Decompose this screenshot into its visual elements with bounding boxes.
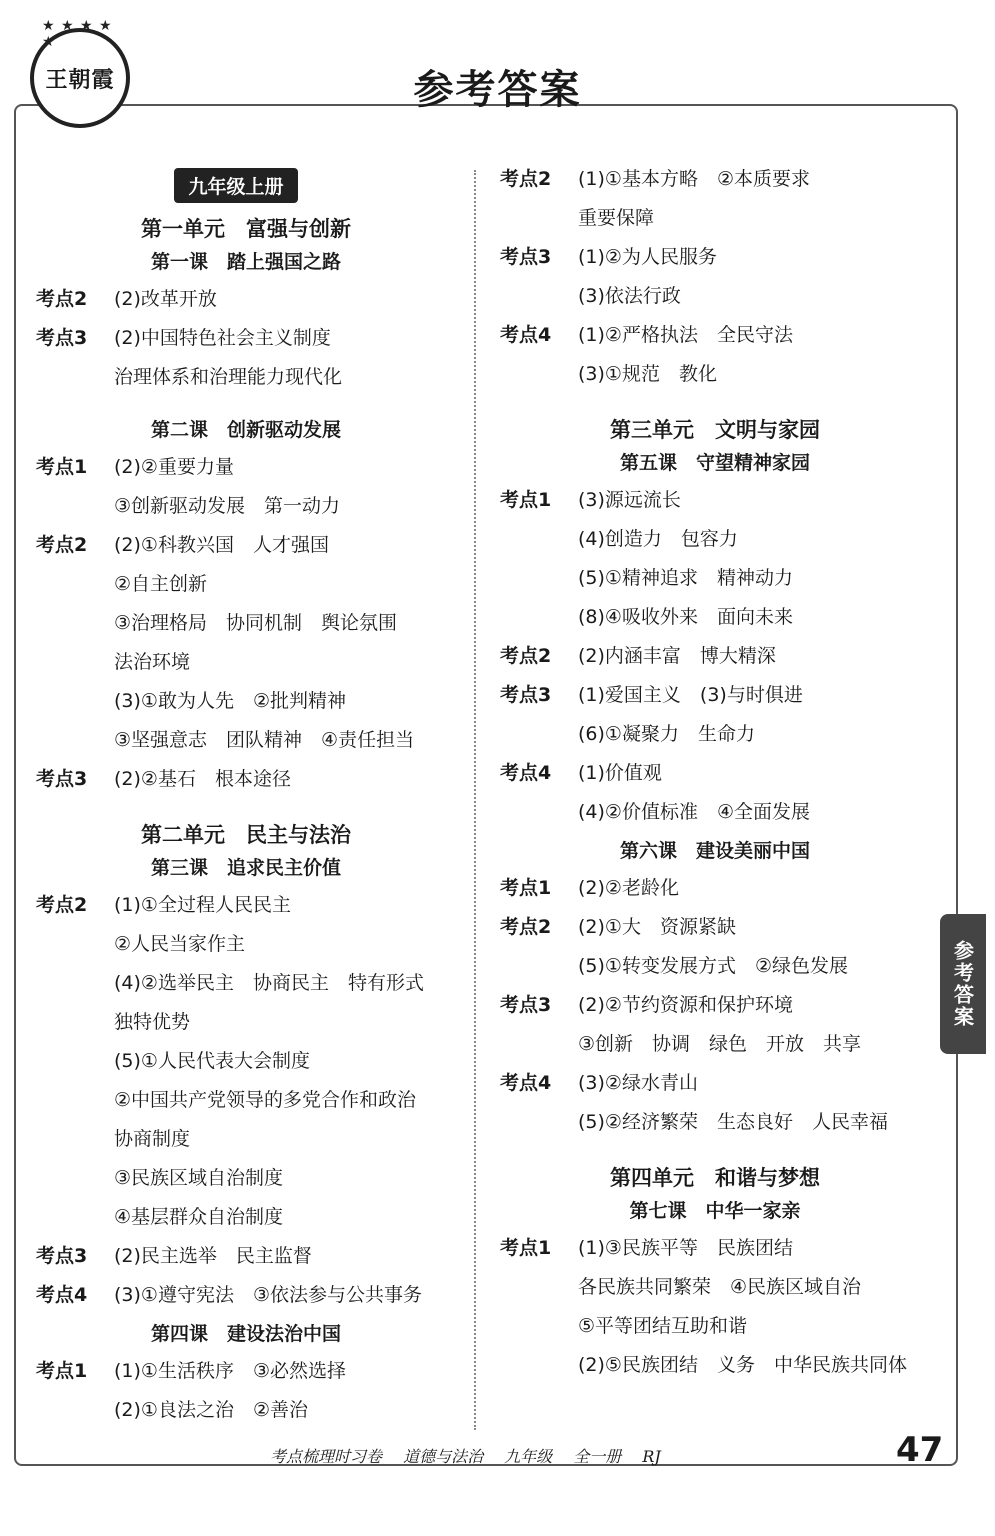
unit-heading: 第二单元 民主与法治 bbox=[141, 823, 351, 847]
answer-row bbox=[500, 1064, 930, 1103]
answer-text: ③治理格局 协同机制 舆论氛围 bbox=[114, 612, 398, 634]
answer-row bbox=[36, 358, 456, 397]
answer-text: ③民族区域自治制度 bbox=[114, 1167, 284, 1189]
point-key: 考点2 bbox=[500, 916, 552, 938]
answer-text: (1)③民族平等 民族团结 bbox=[578, 1237, 793, 1259]
answer-text: (5)①转变发展方式 ②绿色发展 bbox=[578, 955, 848, 977]
answer-row bbox=[36, 604, 456, 643]
answer-row bbox=[500, 238, 930, 277]
answer-row bbox=[500, 559, 930, 598]
answer-row bbox=[36, 1042, 456, 1081]
point-key: 考点3 bbox=[500, 684, 552, 706]
left-column bbox=[36, 160, 456, 1430]
point-key: 考点3 bbox=[36, 768, 88, 790]
answer-text: (2)改革开放 bbox=[114, 288, 217, 310]
answer-row bbox=[500, 1103, 930, 1142]
lesson-heading: 第五课 守望精神家园 bbox=[619, 452, 810, 474]
answer-text: 独特优势 bbox=[114, 1011, 191, 1033]
answer-row bbox=[500, 908, 930, 947]
grade-tag: 九年级上册 bbox=[174, 168, 297, 203]
answer-row bbox=[36, 1120, 456, 1159]
point-key: 考点2 bbox=[36, 894, 88, 916]
answer-row bbox=[36, 487, 456, 526]
answer-text: (3)①规范 教化 bbox=[578, 363, 717, 385]
answer-text: (4)②选举民主 协商民主 特有形式 bbox=[114, 972, 424, 994]
answer-text: (2)②基石 根本途径 bbox=[114, 768, 291, 790]
answer-row bbox=[500, 754, 930, 793]
answer-text: 治理体系和治理能力现代化 bbox=[114, 366, 343, 388]
unit-heading: 第一单元 富强与创新 bbox=[141, 217, 351, 241]
lesson-heading: 第四课 建设法治中国 bbox=[150, 1323, 341, 1345]
answer-row bbox=[36, 1198, 456, 1237]
answer-text: (1)②为人民服务 bbox=[578, 246, 717, 268]
answer-text: (2)②老龄化 bbox=[578, 877, 679, 899]
answer-text: (1)爱国主义 (3)与时俱进 bbox=[578, 684, 803, 706]
logo-text: 王朝霞 bbox=[45, 66, 115, 93]
answer-row bbox=[36, 643, 456, 682]
answer-text: (3)①敢为人先 ②批判精神 bbox=[114, 690, 346, 712]
answer-row bbox=[500, 160, 930, 199]
answer-text: ④基层群众自治制度 bbox=[114, 1206, 284, 1228]
answer-row bbox=[500, 355, 930, 394]
answer-text: (2)⑤民族团结 义务 中华民族共同体 bbox=[578, 1354, 907, 1376]
point-key: 考点1 bbox=[36, 456, 88, 478]
point-key: 考点3 bbox=[500, 994, 552, 1016]
logo-stars: ★ ★ ★ ★ ★ bbox=[42, 18, 113, 50]
answer-text: (1)价值观 bbox=[578, 762, 662, 784]
answer-row bbox=[500, 715, 930, 754]
lesson-heading: 第六课 建设美丽中国 bbox=[619, 840, 810, 862]
answer-text: (2)内涵丰富 博大精深 bbox=[578, 645, 776, 667]
answer-text: 协商制度 bbox=[114, 1128, 191, 1150]
answer-text: ③创新 协调 绿色 开放 共享 bbox=[578, 1033, 862, 1055]
point-key: 考点4 bbox=[500, 762, 552, 784]
answer-text: (1)①全过程人民民主 bbox=[114, 894, 291, 916]
answer-text: (3)①遵守宪法 ③依法参与公共事务 bbox=[114, 1284, 422, 1306]
answer-text: (5)①精神追求 精神动力 bbox=[578, 567, 793, 589]
answer-row bbox=[36, 565, 456, 604]
answer-row bbox=[500, 316, 930, 355]
answer-text: (2)民主选举 民主监督 bbox=[114, 1245, 312, 1267]
answer-text: (3)②绿水青山 bbox=[578, 1072, 698, 1094]
answer-row bbox=[500, 1307, 930, 1346]
answer-row bbox=[36, 1081, 456, 1120]
answer-row bbox=[500, 598, 930, 637]
answer-text: ③坚强意志 团队精神 ④责任担当 bbox=[114, 729, 415, 751]
answer-row bbox=[500, 1268, 930, 1307]
answer-text: ②人民当家作主 bbox=[114, 933, 246, 955]
point-key: 考点4 bbox=[36, 1284, 88, 1306]
answer-text: (2)②节约资源和保护环境 bbox=[578, 994, 793, 1016]
answer-text: ②中国共产党领导的多党合作和政治 bbox=[114, 1089, 417, 1111]
page-title: 参考答案 bbox=[413, 67, 582, 113]
answer-text: (2)中国特色社会主义制度 bbox=[114, 327, 331, 349]
answer-text: (5)①人民代表大会制度 bbox=[114, 1050, 310, 1072]
answer-text: ③创新驱动发展 第一动力 bbox=[114, 495, 341, 517]
answer-row bbox=[36, 964, 456, 1003]
answer-row bbox=[500, 1346, 930, 1385]
point-key: 考点3 bbox=[36, 1245, 88, 1267]
answer-text: (2)①大 资源紧缺 bbox=[578, 916, 736, 938]
right-column bbox=[500, 160, 930, 1385]
answer-row bbox=[36, 448, 456, 487]
answer-row bbox=[36, 1352, 456, 1391]
answer-row bbox=[36, 280, 456, 319]
answer-row bbox=[500, 277, 930, 316]
answer-text: (1)①生活秩序 ③必然选择 bbox=[114, 1360, 346, 1382]
point-key: 考点3 bbox=[500, 246, 552, 268]
point-key: 考点3 bbox=[36, 327, 88, 349]
answer-row bbox=[500, 481, 930, 520]
answer-row bbox=[36, 1237, 456, 1276]
answer-row bbox=[500, 676, 930, 715]
footer-text: 考点梳理时习卷 道德与法治 九年级 全一册 RJ bbox=[270, 1447, 661, 1466]
answer-row bbox=[36, 925, 456, 964]
answer-row bbox=[500, 869, 930, 908]
answer-text: (8)④吸收外来 面向未来 bbox=[578, 606, 793, 628]
answer-text: 法治环境 bbox=[114, 651, 191, 673]
unit-heading: 第三单元 文明与家园 bbox=[610, 418, 820, 442]
answer-text: (4)②价值标准 ④全面发展 bbox=[578, 801, 810, 823]
lesson-heading: 第一课 踏上强国之路 bbox=[150, 251, 341, 273]
answers-side-tab bbox=[940, 914, 986, 1054]
unit-heading: 第四单元 和谐与梦想 bbox=[610, 1166, 820, 1190]
answer-text: 各民族共同繁荣 ④民族区域自治 bbox=[578, 1276, 862, 1298]
answer-row bbox=[500, 637, 930, 676]
point-key: 考点1 bbox=[36, 1360, 88, 1382]
answer-text: (3)源远流长 bbox=[578, 489, 681, 511]
answer-row bbox=[36, 526, 456, 565]
point-key: 考点2 bbox=[500, 645, 552, 667]
point-key: 考点2 bbox=[36, 288, 88, 310]
answer-text: ⑤平等团结互助和谐 bbox=[578, 1315, 748, 1337]
answer-text: (5)②经济繁荣 生态良好 人民幸福 bbox=[578, 1111, 888, 1133]
answer-row bbox=[36, 1276, 456, 1315]
answer-text: ②自主创新 bbox=[114, 573, 208, 595]
column-divider bbox=[474, 170, 476, 1430]
point-key: 考点2 bbox=[500, 168, 552, 190]
answer-row bbox=[500, 520, 930, 559]
answer-text: (1)②严格执法 全民守法 bbox=[578, 324, 793, 346]
answer-text: (3)依法行政 bbox=[578, 285, 681, 307]
answer-row bbox=[36, 721, 456, 760]
point-key: 考点4 bbox=[500, 1072, 552, 1094]
answer-row bbox=[36, 760, 456, 799]
lesson-heading: 第七课 中华一家亲 bbox=[629, 1200, 801, 1222]
answer-row bbox=[500, 199, 930, 238]
answer-row bbox=[500, 947, 930, 986]
point-key: 考点4 bbox=[500, 324, 552, 346]
answer-text: (1)①基本方略 ②本质要求 bbox=[578, 168, 810, 190]
answer-row bbox=[36, 886, 456, 925]
lesson-heading: 第三课 追求民主价值 bbox=[150, 857, 341, 879]
answer-text: (2)①良法之治 ②善治 bbox=[114, 1399, 308, 1421]
answer-text: (6)①凝聚力 生命力 bbox=[578, 723, 755, 745]
answer-row bbox=[500, 1025, 930, 1064]
answer-text: (4)创造力 包容力 bbox=[578, 528, 738, 550]
answer-row bbox=[36, 1391, 456, 1430]
answer-row bbox=[36, 319, 456, 358]
page-number: 47 bbox=[896, 1430, 944, 1470]
side-tab-label: 参考答案 bbox=[950, 940, 975, 1028]
point-key: 考点1 bbox=[500, 489, 552, 511]
answer-row bbox=[36, 1159, 456, 1198]
answer-text: 重要保障 bbox=[578, 207, 655, 229]
answer-text: (2)①科教兴国 人才强国 bbox=[114, 534, 329, 556]
answer-text: (2)②重要力量 bbox=[114, 456, 234, 478]
point-key: 考点1 bbox=[500, 877, 552, 899]
point-key: 考点1 bbox=[500, 1237, 552, 1259]
lesson-heading: 第二课 创新驱动发展 bbox=[150, 419, 341, 441]
answer-row bbox=[500, 986, 930, 1025]
point-key: 考点2 bbox=[36, 534, 88, 556]
answer-row bbox=[500, 1229, 930, 1268]
answer-row bbox=[36, 682, 456, 721]
answer-row bbox=[36, 1003, 456, 1042]
answer-row bbox=[500, 793, 930, 832]
